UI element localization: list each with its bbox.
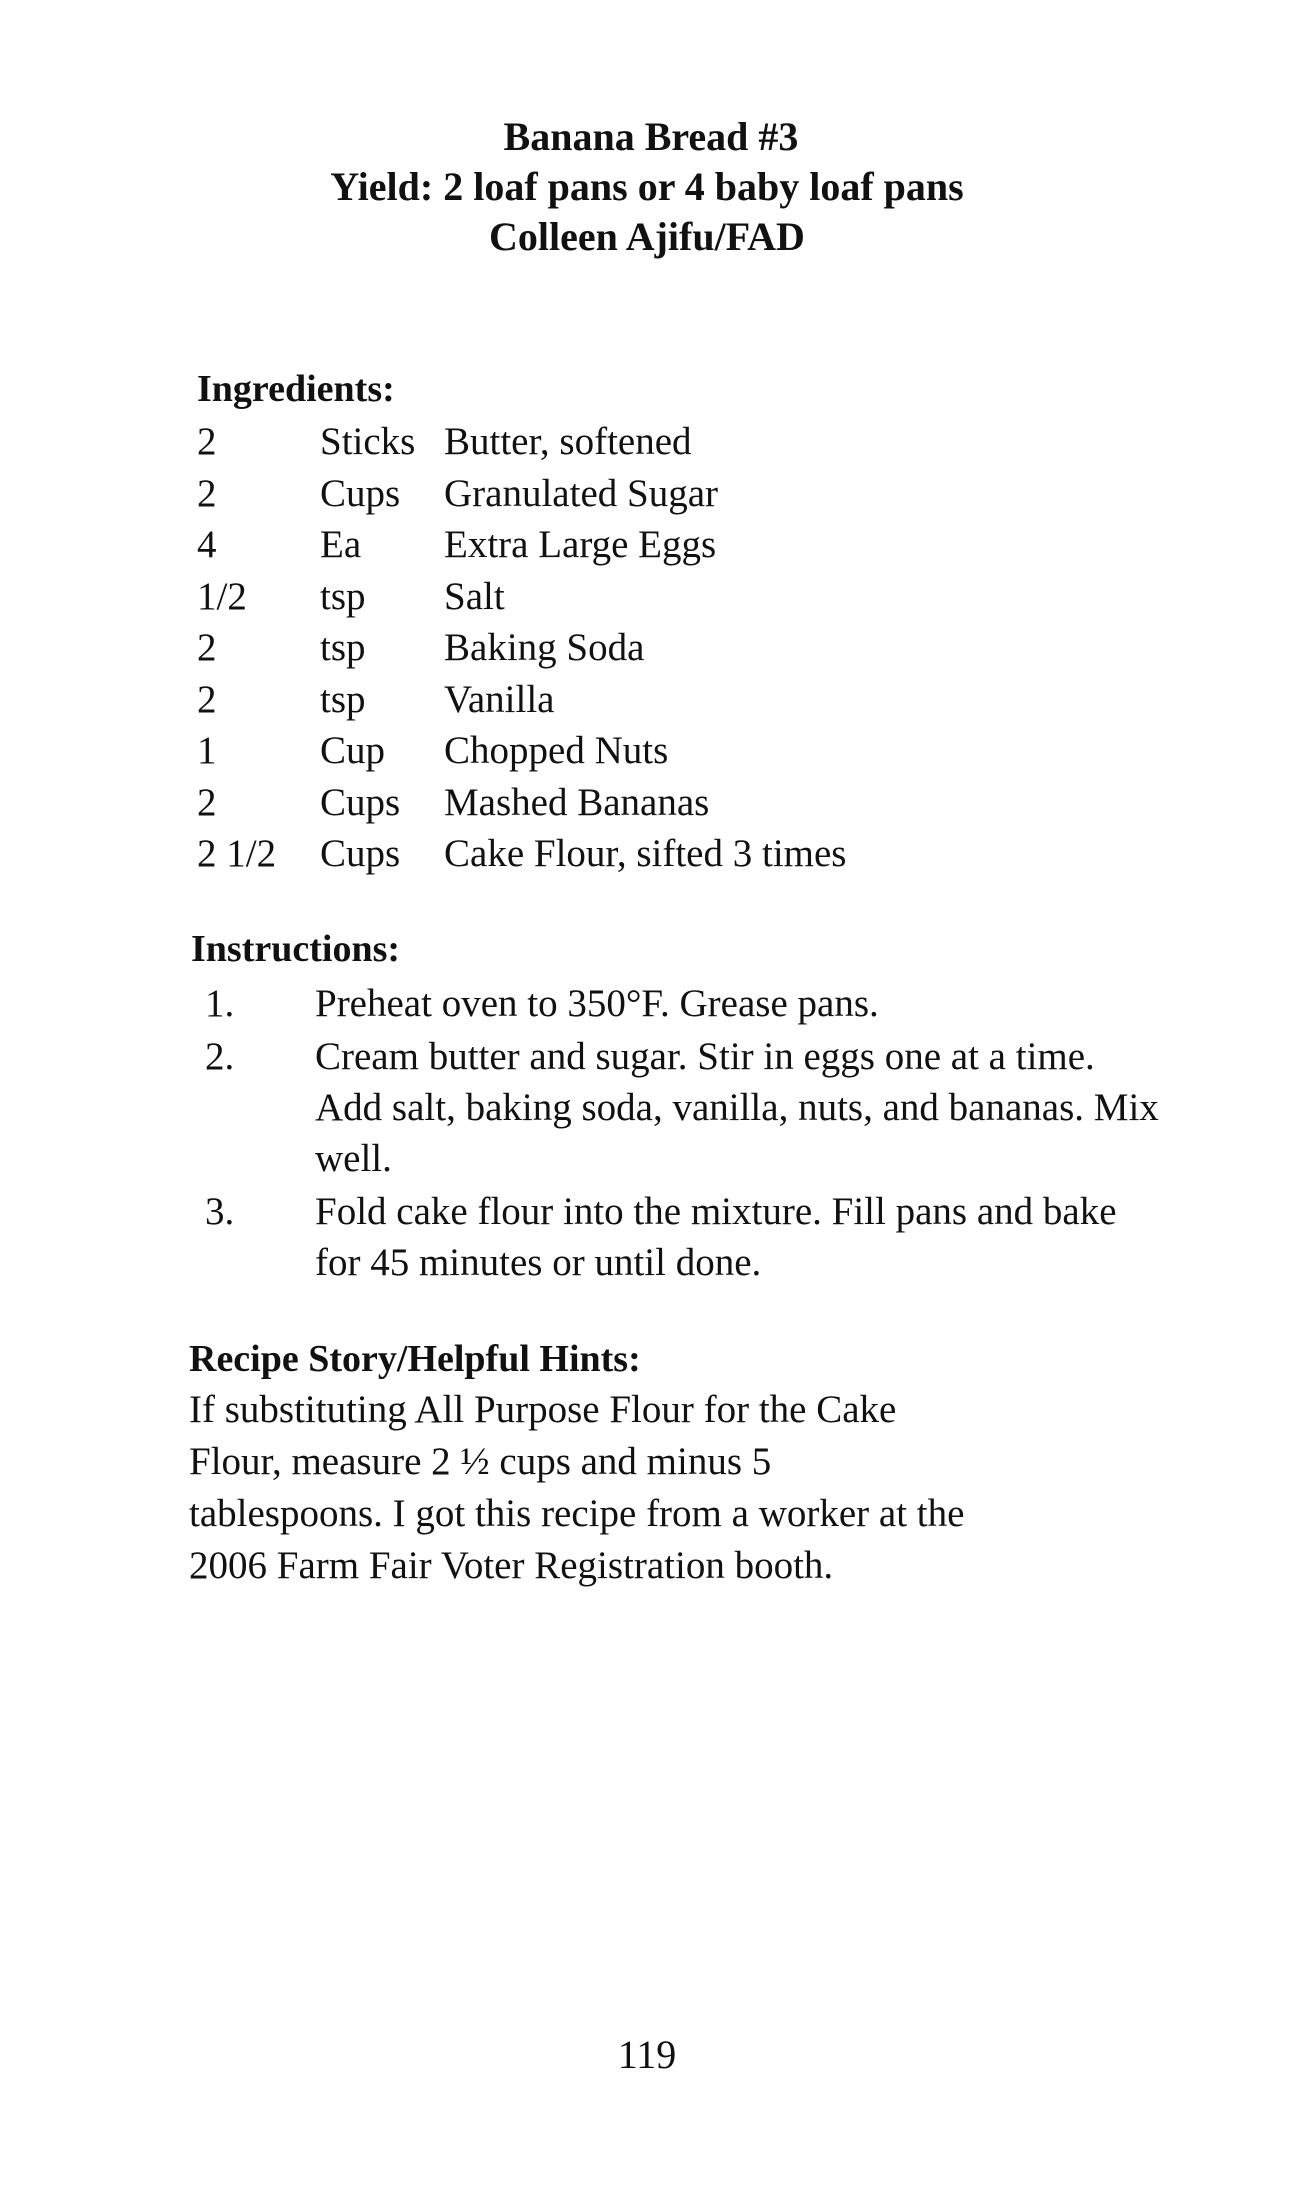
instruction-step (205, 1031, 1165, 1184)
ingredient-row (197, 725, 846, 777)
ingredient-name: Cake Flour, sifted 3 times (444, 832, 847, 875)
ingredient-quantity: 2 (197, 677, 217, 721)
ingredient-name: Butter, softened (444, 420, 692, 463)
ingredient-quantity: 1/2 (197, 574, 247, 618)
ingredient-row (197, 674, 846, 726)
hint-line: If substituting All Purpose Flour for the Cake (189, 1388, 897, 1431)
hint-line: Flour, measure 2 ½ cups and minus 5 (189, 1440, 772, 1483)
ingredient-row (197, 468, 846, 520)
step-text: Fold cake flour into the mixture. Fill pans and bake for 45 minutes or until done. (315, 1190, 1117, 1284)
ingredient-unit: Cups (320, 832, 401, 875)
step-text: Cream butter and sugar. Stir in eggs one at a time. Add salt, baking soda, vanilla, nuts, and bananas. Mix well. (315, 1035, 1159, 1180)
recipe-author: Colleen Ajifu/FAD (489, 214, 805, 259)
hint-line: 2006 Farm Fair Voter Registration booth. (189, 1544, 834, 1587)
ingredient-unit: Cups (320, 471, 401, 515)
ingredient-row (197, 828, 846, 880)
ingredient-name: Extra Large Eggs (444, 523, 717, 566)
ingredient-row (197, 571, 846, 623)
ingredient-row (197, 416, 846, 468)
instructions-list (205, 978, 1165, 1288)
ingredient-quantity: 2 (197, 780, 217, 824)
step-number: 2. (205, 1035, 235, 1078)
ingredient-unit: Cup (320, 729, 386, 772)
ingredient-quantity: 2 (197, 471, 217, 515)
ingredient-quantity: 4 (197, 523, 217, 566)
page-number: 119 (617, 2032, 677, 2077)
ingredient-name: Vanilla (444, 677, 555, 721)
ingredient-row (197, 777, 846, 829)
ingredient-name: Granulated Sugar (444, 471, 718, 515)
instruction-step (205, 1186, 1165, 1288)
step-number: 1. (205, 982, 235, 1025)
ingredient-name: Salt (444, 574, 505, 618)
ingredient-name: Chopped Nuts (444, 729, 669, 772)
ingredient-row (197, 519, 846, 571)
ingredient-unit: tsp (320, 574, 366, 618)
ingredient-quantity: 1 (197, 729, 217, 772)
ingredient-unit: tsp (320, 626, 366, 669)
recipe-title: Banana Bread #3 (503, 114, 799, 159)
instruction-step (205, 978, 1165, 1029)
step-text: Preheat oven to 350°F. Grease pans. (315, 982, 879, 1025)
instructions-heading: Instructions: (191, 928, 401, 970)
ingredient-quantity: 2 (197, 626, 217, 669)
ingredient-unit: Sticks (320, 420, 416, 463)
ingredient-name: Mashed Bananas (444, 780, 710, 824)
hint-line: tablespoons. I got this recipe from a worker at the (189, 1492, 965, 1535)
hints-heading: Recipe Story/Helpful Hints: (189, 1338, 641, 1380)
step-number: 3. (205, 1190, 235, 1233)
ingredient-unit: Cups (320, 780, 401, 824)
ingredient-quantity: 2 (197, 420, 217, 463)
ingredients-list (197, 416, 846, 880)
recipe-header (0, 112, 1294, 262)
ingredient-unit: Ea (320, 523, 362, 566)
ingredient-name: Baking Soda (444, 626, 645, 669)
recipe-yield: Yield: 2 loaf pans or 4 baby loaf pans (330, 164, 964, 209)
ingredient-unit: tsp (320, 677, 366, 721)
ingredient-quantity: 2 1/2 (197, 832, 277, 875)
hints-text (189, 1384, 1109, 1592)
ingredient-row (197, 622, 846, 674)
ingredients-heading: Ingredients: (197, 368, 395, 410)
